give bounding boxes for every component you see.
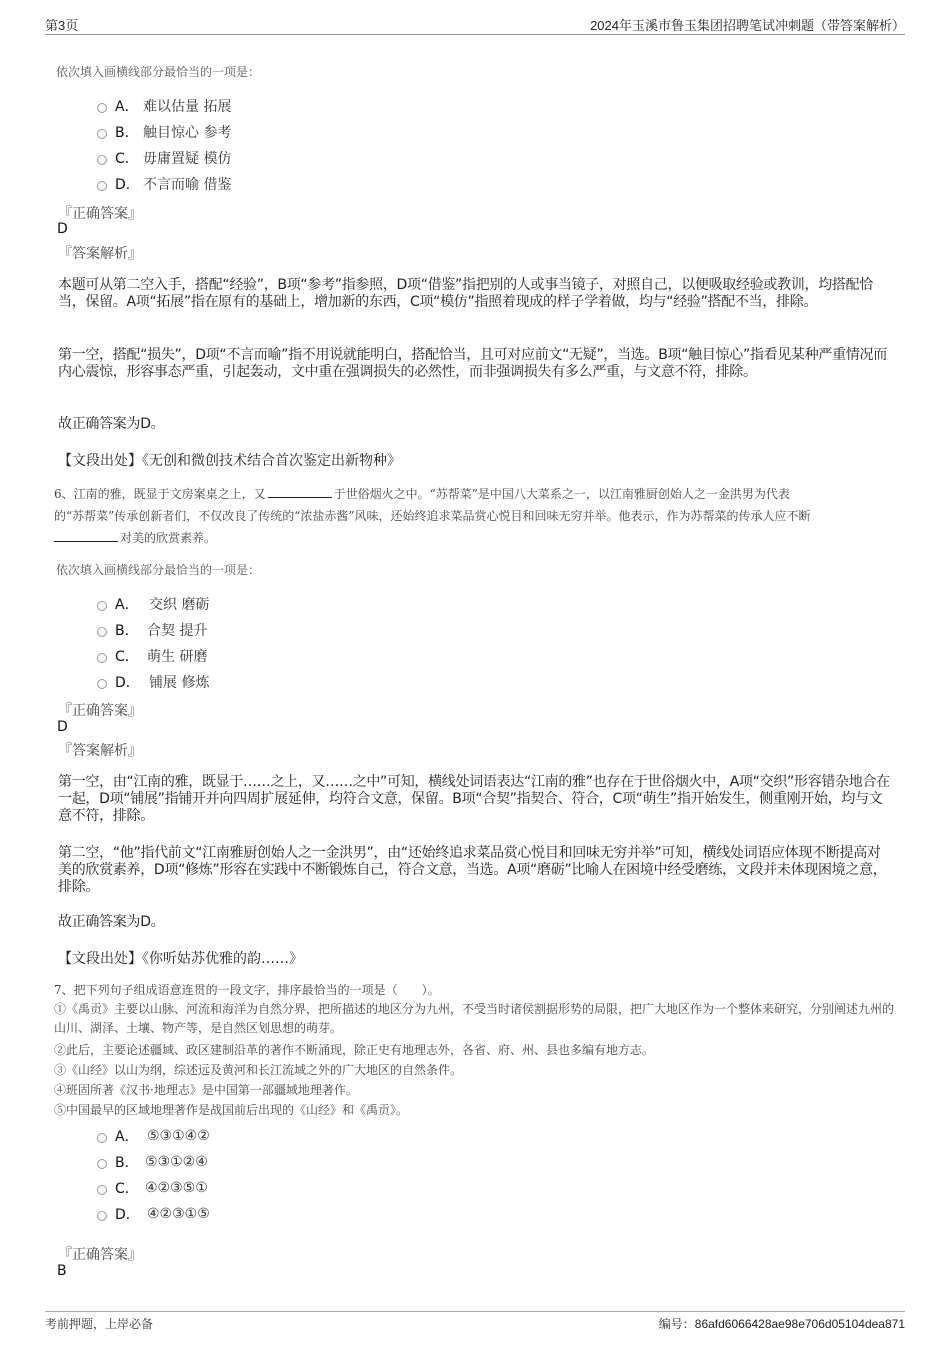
option-letter: B． bbox=[115, 623, 139, 639]
option-text: ⑤③①②④ bbox=[145, 1154, 208, 1170]
footer-slogan: 考前押题，上岸必备 bbox=[45, 1317, 154, 1331]
q6-stem-line-2: 的“苏帮菜”传承创新者们，不仅改良了传统的“浓盐赤酱”风味，还始终追求菜品赏心悦目和回味无穷并举。他表示，作为苏帮菜的传承人应不断 bbox=[54, 509, 811, 523]
option-letter: A． bbox=[115, 99, 139, 115]
q6-option-c[interactable] bbox=[97, 646, 207, 666]
q6-prompt: 依次填入画横线部分最恰当的一项是： bbox=[56, 563, 261, 577]
q7-correct-answer: B bbox=[57, 1263, 67, 1279]
q6-option-b[interactable] bbox=[97, 620, 207, 640]
q7-sentence-3: ③《山经》以山为纲，综述远及黄河和长江流域之外的广大地区的自然条件。 bbox=[54, 1063, 463, 1077]
q5-conclusion: 故正确答案为D。 bbox=[58, 416, 165, 432]
option-text: 不言而喻 借鉴 bbox=[143, 177, 232, 193]
q6-correct-label: 『正确答案』 bbox=[58, 703, 142, 719]
option-text: ⑤③①④② bbox=[147, 1128, 210, 1144]
option-text: 交织 磨砺 bbox=[149, 597, 210, 613]
q6-analysis-paragraph-2: 第二空，“他”指代前文“江南雅厨创始人之一金洪男”，由“还始终追求菜品赏心悦目和回味无穷并举”可知，横线处词语应体现不断提高对美的欣赏素养，D项“修炼”形容在实践中不断锻炼自己，符合文意，当选。A项“磨砺”比喻人在困境中经受磨练，文段并未体现困境之意，排除。 bbox=[58, 845, 887, 895]
radio-icon[interactable] bbox=[97, 181, 107, 191]
option-text: 触目惊心 参考 bbox=[143, 125, 232, 141]
option-text: 毋庸置疑 模仿 bbox=[143, 151, 232, 167]
option-letter: C． bbox=[115, 1181, 139, 1197]
radio-icon[interactable] bbox=[97, 103, 107, 113]
q6-stem bbox=[54, 483, 904, 549]
q6-analysis-label: 『答案解析』 bbox=[58, 743, 142, 759]
q6-stem-line-1: 6、江南的雅，既显于文房案桌之上，又 于世俗烟火之中。“苏帮菜”是中国八大菜系之一，以江南雅厨创始人之一金洪男为代表 bbox=[54, 487, 790, 501]
q7-correct-label: 『正确答案』 bbox=[58, 1247, 142, 1263]
q6-source: 【文段出处】《你听姑苏优雅的韵……》 bbox=[58, 951, 303, 967]
q5-correct-label: 『正确答案』 bbox=[58, 206, 142, 222]
radio-icon[interactable] bbox=[97, 1159, 107, 1169]
q7-sentence-5: ⑤中国最早的区域地理著作是战国前后出现的《山经》和《禹贡》。 bbox=[54, 1103, 409, 1117]
radio-icon[interactable] bbox=[97, 601, 107, 611]
q5-option-c[interactable] bbox=[97, 148, 231, 168]
option-text: ④②③⑤① bbox=[145, 1180, 208, 1196]
radio-icon[interactable] bbox=[97, 679, 107, 689]
option-text: ④②③①⑤ bbox=[147, 1206, 210, 1222]
q6-conclusion: 故正确答案为D。 bbox=[58, 914, 165, 930]
option-letter: A． bbox=[115, 1129, 139, 1145]
q6-stem-line-3: 对美的欣赏素养。 bbox=[54, 527, 904, 549]
option-letter: C． bbox=[115, 151, 139, 167]
option-text: 铺展 修炼 bbox=[149, 675, 210, 691]
radio-icon[interactable] bbox=[97, 1211, 107, 1221]
q7-option-d[interactable] bbox=[97, 1204, 210, 1224]
option-text: 合契 提升 bbox=[147, 623, 208, 639]
radio-icon[interactable] bbox=[97, 1185, 107, 1195]
q7-sentence-1: ①《禹贡》主要以山脉、河流和海洋为自然分界，把所描述的地区分为九州，不受当时诸侯割据形势的局限，把广大地区作为一个整体来研究，分别阐述九州的山川、湖泽、土壤、物产等，是自然区划思想的萌芽。 bbox=[54, 1002, 895, 1035]
q5-prompt: 依次填入画横线部分最恰当的一项是： bbox=[56, 65, 261, 79]
q5-option-b[interactable] bbox=[97, 122, 231, 142]
radio-icon[interactable] bbox=[97, 627, 107, 637]
q5-option-a[interactable] bbox=[97, 96, 231, 116]
q5-option-d[interactable] bbox=[97, 174, 231, 194]
blank-1 bbox=[268, 485, 332, 498]
radio-icon[interactable] bbox=[97, 155, 107, 165]
page-number: 第3页 bbox=[45, 18, 79, 33]
q6-option-a[interactable] bbox=[97, 594, 209, 614]
q5-source: 【文段出处】《无创和微创技术结合首次鉴定出新物种》 bbox=[58, 453, 401, 469]
q7-sentence-4: ④班固所著《汉书·地理志》是中国第一部疆域地理著作。 bbox=[54, 1083, 358, 1097]
q5-correct-answer: D bbox=[57, 221, 68, 237]
document-code: 编号：86afd6066428ae98e706d05104dea871 bbox=[658, 1317, 905, 1331]
option-letter: B． bbox=[115, 125, 139, 141]
page-header bbox=[45, 12, 905, 35]
q7-option-a[interactable] bbox=[97, 1126, 210, 1146]
document-title: 2024年玉溪市鲁玉集团招聘笔试冲刺题（带答案解析） bbox=[590, 18, 905, 33]
option-letter: D． bbox=[115, 177, 140, 193]
option-text: 萌生 研磨 bbox=[147, 649, 208, 665]
q7-sentence-2: ②此后，主要论述疆域、政区建制沿革的著作不断涌现，除正史有地理志外，各省、府、州、县也多编有地方志。 bbox=[54, 1043, 655, 1057]
radio-icon[interactable] bbox=[97, 129, 107, 139]
option-letter: A． bbox=[115, 597, 139, 613]
q6-analysis-paragraph-1: 第一空，由“江南的雅，既显于……之上，又……之中”可知，横线处词语表达“江南的雅”也存在于世俗烟火中，A项“交织”形容错杂地合在一起，D项“铺展”指铺开并向四周扩展延伸，均符合文意，保留。B项“合契”指契合、符合，C项“萌生”指开始发生，侧重刚开始，均与文意不符，排除。 bbox=[58, 774, 890, 824]
q7-stem: 7、把下列句子组成语意连贯的一段文字，排序最恰当的一项是（ ）。 bbox=[54, 983, 440, 997]
option-text: 难以估量 拓展 bbox=[143, 99, 232, 115]
radio-icon[interactable] bbox=[97, 1133, 107, 1143]
option-letter: B． bbox=[115, 1155, 139, 1171]
q5-analysis-paragraph-2: 第一空，搭配“损失”，D项“不言而喻”指不用说就能明白，搭配恰当，且可对应前文“无疑”，当选。B项“触目惊心”指看见某种严重情况而内心震惊，形容事态严重，引起轰动，文中重在强调损失的必然性，而非强调损失有多么严重，与文意不符，排除。 bbox=[58, 347, 887, 380]
q5-analysis-label: 『答案解析』 bbox=[58, 246, 142, 262]
option-letter: D． bbox=[115, 1207, 140, 1223]
q6-correct-answer: D bbox=[57, 719, 68, 735]
option-letter: D． bbox=[115, 675, 140, 691]
q7-option-b[interactable] bbox=[97, 1152, 208, 1172]
q5-analysis-paragraph-1: 本题可从第二空入手，搭配“经验”，B项“参考”指参照，D项“借鉴”指把别的人或事当镜子，对照自己，以便吸取经验或教训，均搭配恰当，保留。A项“拓展”指在原有的基础上，增加新的东西，C项“模仿”指照着现成的样子学着做，均与“经验”搭配不当，排除。 bbox=[58, 277, 873, 310]
page-footer bbox=[45, 1311, 905, 1334]
radio-icon[interactable] bbox=[97, 653, 107, 663]
option-letter: C． bbox=[115, 649, 139, 665]
q6-option-d[interactable] bbox=[97, 672, 209, 692]
blank-2 bbox=[54, 529, 118, 542]
q7-option-c[interactable] bbox=[97, 1178, 208, 1198]
